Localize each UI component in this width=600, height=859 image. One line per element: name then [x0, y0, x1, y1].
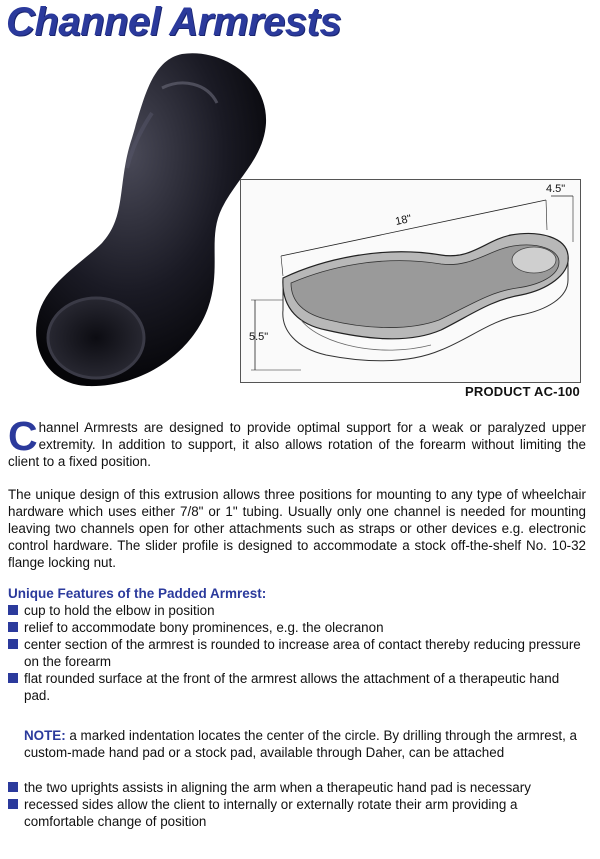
intro-paragraph: [8, 413, 586, 470]
page-title: Channel Armrests: [6, 0, 342, 44]
square-bullet-icon: [8, 605, 18, 615]
square-bullet-icon: [8, 622, 18, 632]
square-bullet-icon: [8, 639, 18, 649]
features-heading: Unique Features of the Padded Armrest:: [8, 586, 267, 601]
list-item: center section of the armrest is rounded to increase area of contact thereby reducing pressure on the forearm: [8, 636, 588, 670]
features-list-continued: [8, 779, 588, 830]
list-item: cup to hold the elbow in position: [8, 602, 588, 619]
square-bullet-icon: [8, 673, 18, 683]
note-label: NOTE:: [24, 728, 66, 743]
square-bullet-icon: [8, 782, 18, 792]
dim-height-label: 5.5": [249, 331, 269, 343]
list-item: relief to accommodate bony prominences, e.g. the olecranon: [8, 619, 588, 636]
product-code: PRODUCT AC-100: [464, 384, 580, 399]
armrest-sketch: [241, 180, 580, 382]
drop-cap: C: [8, 413, 38, 459]
dim-width-label: 4.5": [546, 183, 566, 195]
list-item: the two uprights assists in aligning the arm when a therapeutic hand pad is necessary: [8, 779, 588, 796]
intro-text: hannel Armrests are designed to provide optimal support for a weak or paralyzed upper extremity. In addition to support, it also allows rotation of the forearm without limiting the client to a fixed position.: [8, 420, 586, 469]
note-paragraph: [24, 727, 584, 761]
list-item: flat rounded surface at the front of the armrest allows the attachment of a therapeutic hand pad.: [8, 670, 588, 704]
mounting-paragraph: The unique design of this extrusion allows three positions for mounting to any type of wheelchair hardware which uses either 7/8" or 1" tubing. Usually only one channel is needed for mounting leaving two channels open for other attachments such as straps or other devices e.g. electronic control hardware. The slider profile is designed to accommodate a stock off-the-shelf No. 10-32 flange locking nut.: [8, 487, 586, 570]
dimension-diagram: [240, 179, 581, 383]
list-item: recessed sides allow the client to internally or externally rotate their arm providing a comfortable change of position: [8, 796, 588, 830]
dim-length-label: 18": [394, 212, 413, 228]
features-list: [8, 602, 588, 704]
armrest-photo: [32, 48, 268, 393]
note-text: a marked indentation locates the center of the circle. By drilling through the armrest, a custom-made hand pad or a stock pad, available through Daher, can be attached: [24, 728, 577, 760]
square-bullet-icon: [8, 799, 18, 809]
